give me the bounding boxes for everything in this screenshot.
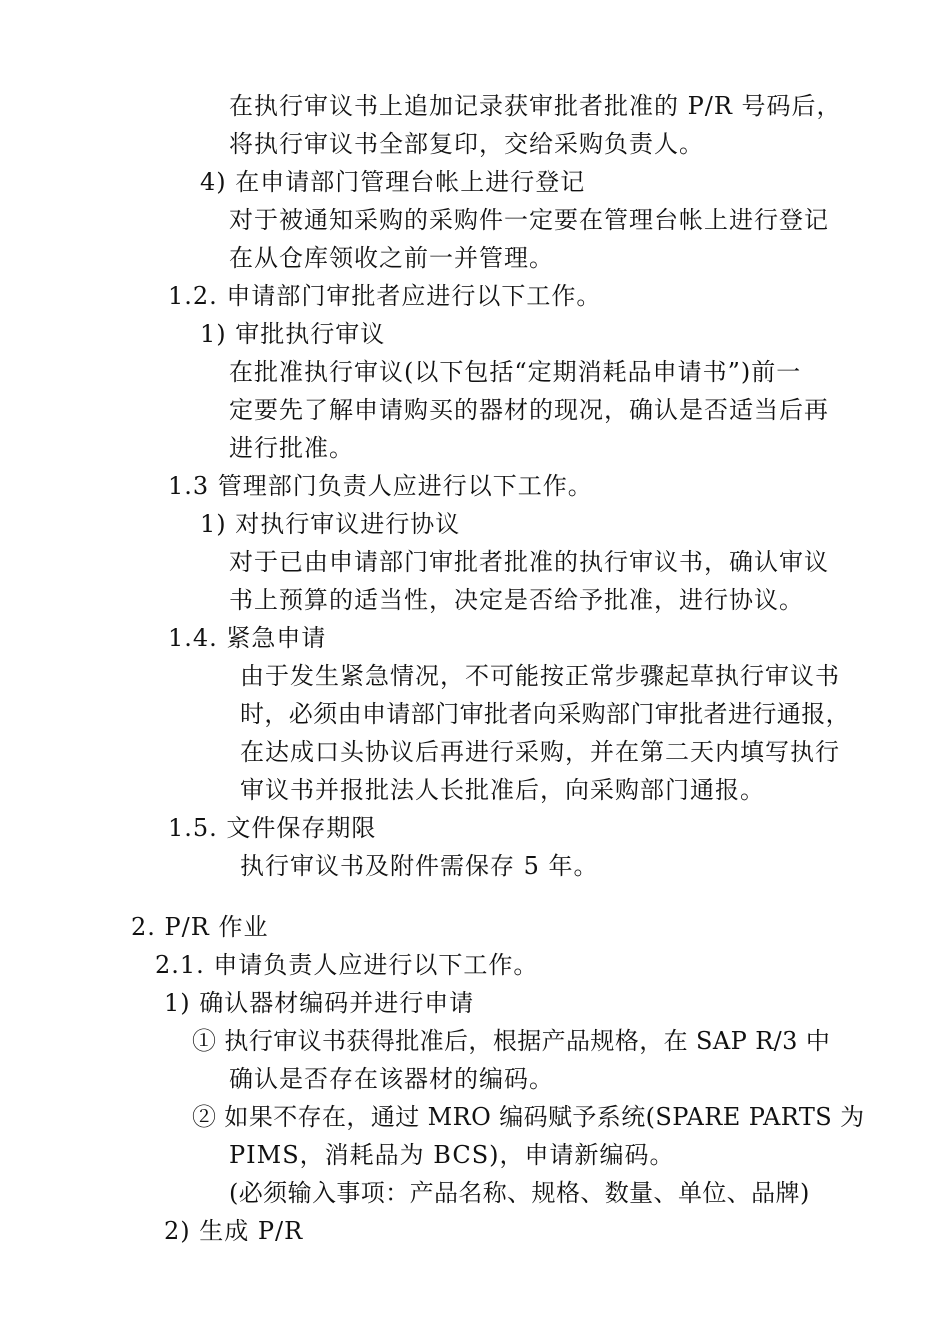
list-item-heading: 1) 对执行审议进行协议 (200, 510, 461, 538)
list-item-heading: 2) 生成 P/R (164, 1217, 304, 1245)
text-line: (必须输入事项：产品名称、规格、数量、单位、品牌) (229, 1179, 810, 1207)
text-line: 对于已由申请部门审批者批准的执行审议书，确认审议 (229, 548, 829, 576)
text-line: 在批准执行审议(以下包括“定期消耗品申请书”)前一 (229, 358, 802, 386)
list-item-heading: 1) 审批执行审议 (200, 320, 386, 348)
text-line: 由于发生紧急情况，不可能按正常步骤起草执行审议书 (240, 662, 840, 690)
text-line: 在从仓库领收之前一并管理。 (229, 244, 554, 272)
section-heading: 1.2. 申请部门审批者应进行以下工作。 (168, 282, 602, 310)
text-line: 将执行审议书全部复印，交给采购负责人。 (229, 130, 704, 158)
text-line: 对于被通知采购的采购件一定要在管理台帐上进行登记 (229, 206, 829, 234)
text-line: 在达成口头协议后再进行采购，并在第二天内填写执行 (240, 738, 840, 766)
chapter-heading: 2. P/R 作业 (131, 913, 269, 941)
text-line: 在执行审议书上追加记录获审批者批准的 P/R 号码后， (229, 92, 842, 120)
text-line: PIMS，消耗品为 BCS)，申请新编码。 (229, 1141, 675, 1169)
section-heading: 1.4. 紧急申请 (168, 624, 327, 652)
text-line: 确认是否存在该器材的编码。 (229, 1065, 554, 1093)
text-line: 执行审议书及附件需保存 5 年。 (240, 852, 599, 880)
text-line: 定要先了解申请购买的器材的现况，确认是否适当后再 (229, 396, 829, 424)
section-heading: 1.5. 文件保存期限 (168, 814, 377, 842)
text-line: 审议书并报批法人长批准后，向采购部门通报。 (240, 776, 765, 804)
list-item-heading: 4) 在申请部门管理台帐上进行登记 (200, 168, 586, 196)
text-line: 书上预算的适当性，决定是否给予批准，进行协议。 (229, 586, 804, 614)
text-line: 时，必须由申请部门审批者向采购部门审批者进行通报， (240, 700, 850, 728)
numbered-item: ① 执行审议书获得批准后，根据产品规格，在 SAP R/3 中 (192, 1027, 831, 1055)
section-heading: 1.3 管理部门负责人应进行以下工作。 (168, 472, 593, 500)
section-heading: 2.1. 申请负责人应进行以下工作。 (155, 951, 539, 979)
list-item-heading: 1) 确认器材编码并进行申请 (164, 989, 475, 1017)
numbered-item: ② 如果不存在，通过 MRO 编码赋予系统(SPARE PARTS 为 (192, 1103, 865, 1131)
text-line: 进行批准。 (229, 434, 354, 462)
